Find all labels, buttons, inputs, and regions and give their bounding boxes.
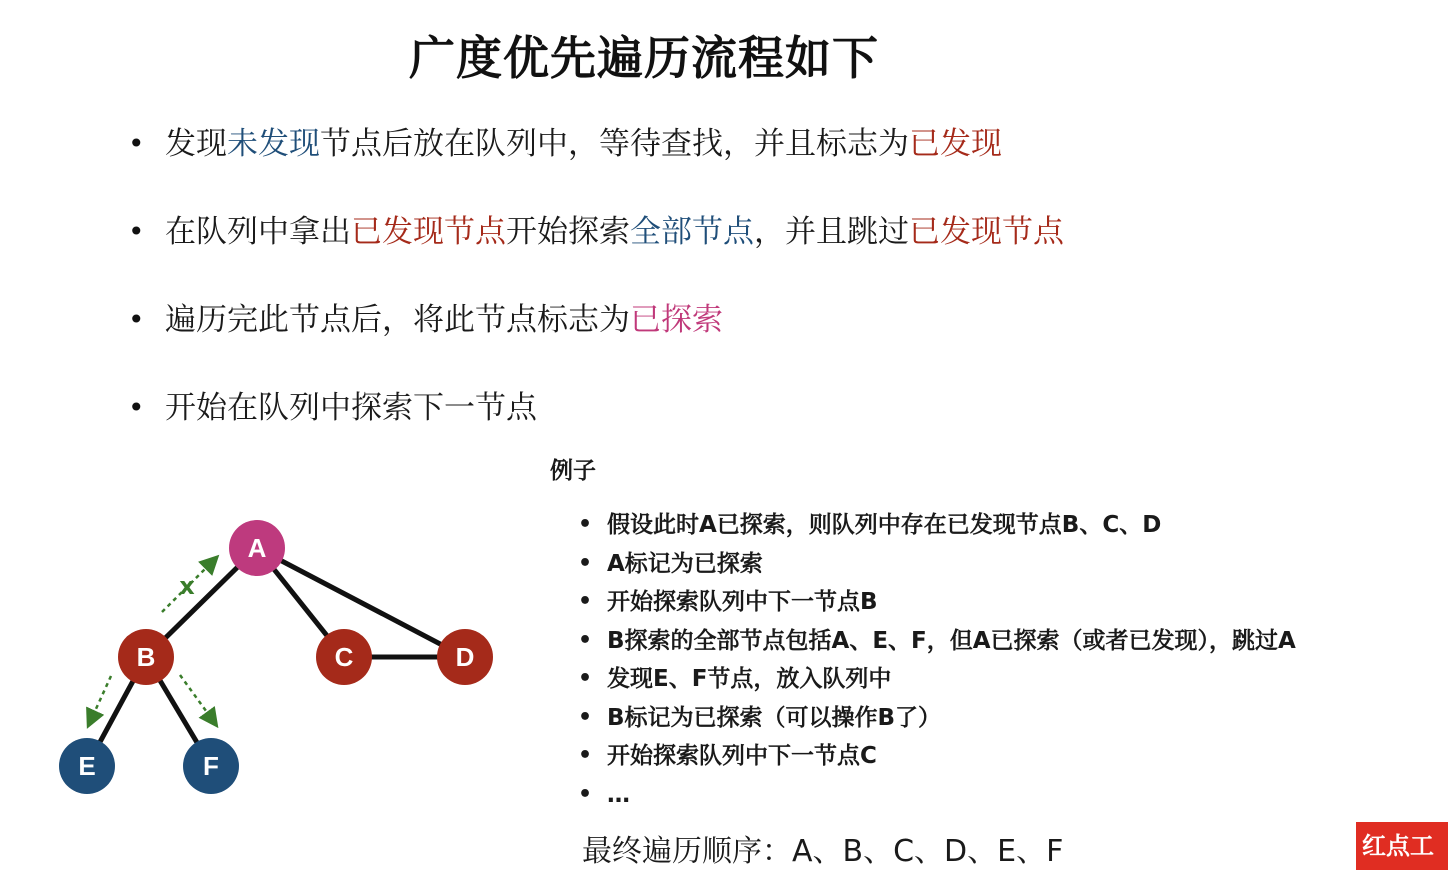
node-label: C: [334, 642, 354, 672]
node-c: [316, 629, 372, 685]
node-e: [59, 738, 115, 794]
example-step: • 开始探索队列中下一节点B: [578, 583, 1296, 622]
example-step: • A标记为已探索: [578, 545, 1296, 584]
final-order: 最终遍历顺序：A、B、C、D、E、F: [582, 834, 1064, 869]
example-step: • B标记为已探索（可以操作B了）: [578, 699, 1296, 738]
example-step: • …: [578, 776, 1296, 815]
node-label: B: [136, 642, 156, 672]
step-4: • 开始在队列中探索下一节点: [128, 382, 1064, 470]
node-label: E: [78, 751, 96, 781]
node-label: A: [247, 533, 267, 563]
example-heading: 例子: [550, 458, 596, 484]
skip-mark-icon: x: [179, 572, 195, 600]
step-3: • 遍历完此节点后，将此节点标志为已探索: [128, 294, 1064, 382]
example-steps: [578, 506, 1296, 814]
example-step: • 发现E、F节点，放入队列中: [578, 660, 1296, 699]
node-d: [437, 629, 493, 685]
node-a: [229, 520, 285, 576]
node-label: F: [203, 751, 219, 781]
arrow-b-to-f: [180, 675, 214, 722]
process-steps: [128, 118, 1064, 470]
node-b: [118, 629, 174, 685]
graph-diagram: [0, 500, 520, 810]
node-f: [183, 738, 239, 794]
brand-badge: 红点工: [1356, 822, 1448, 870]
page-title: 广度优先遍历流程如下: [409, 31, 879, 85]
step-2: • 在队列中拿出已发现节点开始探索全部节点，并且跳过已发现节点: [128, 206, 1064, 294]
example-step: • 假设此时A已探索，则队列中存在已发现节点B、C、D: [578, 506, 1296, 545]
example-step: • B探索的全部节点包括A、E、F，但A已探索（或者已发现），跳过A: [578, 622, 1296, 661]
node-label: D: [455, 642, 475, 672]
example-step: • 开始探索队列中下一节点C: [578, 737, 1296, 776]
step-1: • 发现未发现节点后放在队列中，等待查找，并且标志为已发现: [128, 118, 1064, 206]
arrow-b-to-e: [90, 676, 111, 722]
